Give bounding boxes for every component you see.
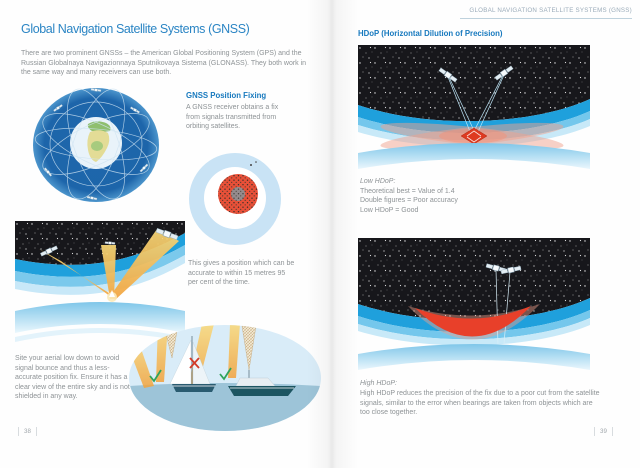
page-number-left: 38 — [18, 427, 37, 436]
low-hdop-line: Theoretical best = Value of 1.4 — [360, 187, 455, 195]
intro-paragraph: There are two prominent GNSSs – the American Global Positioning System (GPS) and the Russian Globalnaya Navigazionnaya Sputnikovaya Sistema (GLONASS). They both work in the same way and many receivers can use both. — [21, 50, 307, 77]
position-fixing-heading: GNSS Position Fixing — [186, 91, 267, 101]
earth-surface-arc — [358, 344, 590, 370]
hdop-section-heading: HDoP (Horizontal Dilution of Precision) — [358, 29, 503, 39]
position-fixing-body: A GNSS receiver obtains a fix from signals transmitted from orbiting satellites. — [186, 104, 279, 131]
header-rule — [460, 18, 632, 19]
high-hdop-label: High HDoP: — [360, 380, 397, 387]
position-scatter-illustration — [188, 152, 282, 246]
page-title: Global Navigation Satellite Systems (GNSS) — [21, 22, 250, 37]
aerial-siting-caption: Site your aerial low down to avoid signal bounce and thus a less-accurate position fix. Ensure it has a clear view of the entire sky and is not shielded in any way. — [15, 355, 130, 401]
gnss-constellation-illustration — [30, 86, 162, 204]
accuracy-caption: This gives a position which can be accurate to within 15 metres 95 per cent of the time. — [188, 260, 295, 287]
stars — [358, 238, 590, 320]
page-number-right: 39 — [594, 427, 613, 436]
low-hdop-label: Low HDoP: — [360, 178, 396, 185]
low-hdop-line: Double figures = Poor accuracy — [360, 197, 458, 205]
aerial-siting-illustration — [128, 324, 322, 432]
stars — [358, 45, 590, 121]
low-hdop-text — [360, 177, 560, 215]
low-hdop-line: Low HDoP = Good — [360, 206, 419, 214]
high-hdop-illustration — [358, 238, 590, 375]
running-header: GLOBAL NAVIGATION SATELLITE SYSTEMS (GNSS) — [469, 7, 632, 14]
high-hdop-body: High HDoP reduces the precision of the fix due to a poor cut from the satellite signals, similar to the error when bearings are taken from objects which are too close together. — [360, 390, 600, 417]
page-gutter — [306, 0, 358, 468]
sea — [128, 383, 322, 432]
low-hdop-illustration — [358, 45, 590, 172]
